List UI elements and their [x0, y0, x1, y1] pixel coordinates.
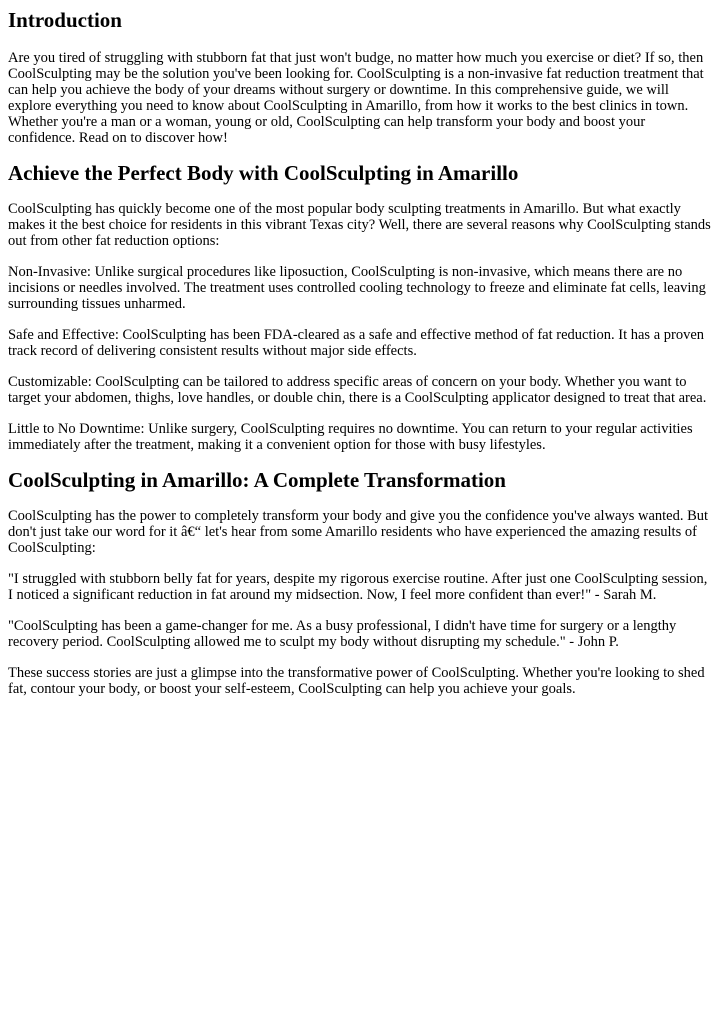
- testimonial-sarah: "I struggled with stubborn belly fat for years, despite my rigorous exercise routine. After just one CoolSculpting session, I noticed a significant reduction in fat around my midsection. Now, I feel more confident than ever!" - Sarah M.: [8, 571, 708, 603]
- paragraph-safe-effective: Safe and Effective: CoolSculpting has been FDA-cleared as a safe and effective method of fat reduction. It has a proven track record of delivering consistent results without major side effects.: [8, 327, 705, 359]
- intro-paragraph: Are you tired of struggling with stubborn fat that just won't budge, no matter how much you exercise or diet? If so, then CoolSculpting may be the solution you've been looking for. CoolSculpting is a non-invasive fat reduction treatment that can help you achieve the body of your dreams without surgery or downtime. In this comprehensive guide, we will explore everything you need to know about CoolSculpting in Amarillo, from how it works to the best clinics in town. Whether you're a man or a woman, young or old, CoolSculpting can help transform your body and boost your confidence. Read on to discover how!: [8, 50, 704, 146]
- heading-achieve-perfect-body: Achieve the Perfect Body with CoolSculpting in Amarillo: [8, 161, 519, 185]
- paragraph-transform-intro: CoolSculpting has the power to completely transform your body and give you the confidence you've always wanted. But don't just take our word for it â€“ let's hear from some Amarillo residents who have experienced the amazing results of CoolSculpting:: [8, 508, 709, 556]
- paragraph-non-invasive: Non-Invasive: Unlike surgical procedures like liposuction, CoolSculpting is non-invasive, which means there are no incisions or needles involved. The treatment uses controlled cooling technology to freeze and eliminate fat cells, leaving surrounding tissues unharmed.: [8, 264, 706, 312]
- paragraph-success-stories: These success stories are just a glimpse into the transformative power of CoolSculpting. Whether you're looking to shed fat, contour your body, or boost your self-esteem, CoolSculpting can help you achieve your goals.: [8, 665, 705, 697]
- testimonial-john: "CoolSculpting has been a game-changer for me. As a busy professional, I didn't have time for surgery or a lengthy recovery period. CoolSculpting allowed me to sculpt my body without disrupting my schedule." - John P.: [8, 618, 677, 650]
- paragraph-downtime: Little to No Downtime: Unlike surgery, CoolSculpting requires no downtime. You can return to your regular activities immediately after the treatment, making it a convenient option for those with busy lifestyles.: [8, 421, 693, 453]
- paragraph-customizable: Customizable: CoolSculpting can be tailored to address specific areas of concern on your body. Whether you want to target your abdomen, thighs, love handles, or double chin, there is a CoolSculpting applicator designed to treat that area.: [8, 374, 707, 406]
- heading-complete-transformation: CoolSculpting in Amarillo: A Complete Transformation: [8, 468, 506, 492]
- paragraph-popular-treatment: CoolSculpting has quickly become one of the most popular body sculpting treatments in Amarillo. But what exactly makes it the best choice for residents in this vibrant Texas city? Well, there are several reasons why CoolSculpting stands out from other fat reduction options:: [8, 201, 711, 249]
- heading-introduction: Introduction: [8, 8, 122, 32]
